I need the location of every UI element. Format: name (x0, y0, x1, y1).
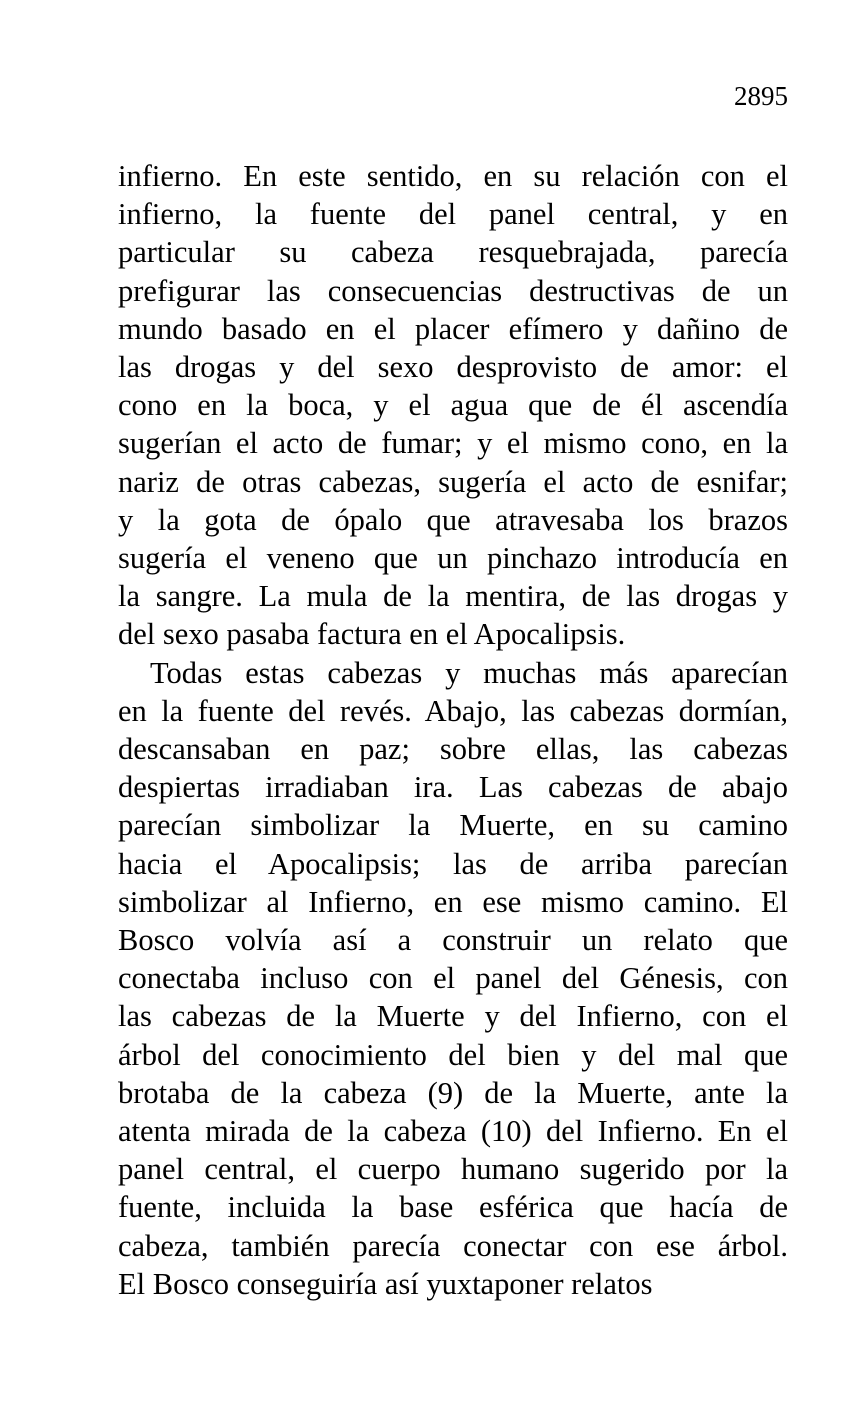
text-line: nariz de otras cabezas, sugería el acto de esnifar; (118, 464, 788, 499)
text-line: particular su cabeza resquebrajada, parecía (118, 235, 788, 270)
text-line: infierno. En este sentido, en su relación con el (118, 159, 788, 193)
text-line: hacia el Apocalipsis; las de arriba parecían (118, 846, 788, 881)
text-line: las drogas y del sexo desprovisto de amor: el (118, 350, 788, 385)
text-line: sugerían el acto de fumar; y el mismo cono, en la (118, 426, 788, 461)
text-line: mundo basado en el placer efímero y dañino de (118, 311, 788, 346)
text-line: prefigurar las consecuencias destructivas de un (118, 273, 788, 308)
text-line: conectaba incluso con el panel del Génesis, con (118, 961, 788, 996)
text-line: Bosco volvía así a construir un relato que (118, 923, 788, 958)
page-number: 2895 (734, 81, 788, 111)
text-line: fuente, incluida la base esférica que hacía de (118, 1190, 788, 1225)
body-text (118, 157, 788, 1303)
text-line: Todas estas cabezas y muchas más aparecían (150, 655, 788, 690)
text-line: en la fuente del revés. Abajo, las cabezas dormían, (118, 693, 788, 728)
text-line: cono en la boca, y el agua que de él ascendía (118, 388, 788, 423)
text-line: árbol del conocimiento del bien y del mal que (118, 1037, 788, 1072)
text-line: brotaba de la cabeza (9) de la Muerte, ante la (118, 1075, 788, 1110)
text-line: atenta mirada de la cabeza (10) del Infierno. En el (118, 1114, 788, 1149)
text-line: simbolizar al Infierno, en ese mismo camino. El (118, 884, 788, 919)
text-line: cabeza, también parecía conectar con ese árbol. (118, 1228, 788, 1263)
text-line: despiertas irradiaban ira. Las cabezas de abajo (118, 770, 788, 805)
text-line: panel central, el cuerpo humano sugerido por la (118, 1152, 788, 1187)
text-line: del sexo pasaba factura en el Apocalipsis. (118, 617, 626, 652)
text-line: las cabezas de la Muerte y del Infierno, con el (118, 999, 788, 1034)
text-line: sugería el veneno que un pinchazo introducía en (118, 541, 788, 576)
text-line: descansaban en paz; sobre ellas, las cabezas (118, 732, 788, 767)
paragraph-2 (118, 654, 788, 1303)
text-line: El Bosco conseguiría así yuxtaponer relatos (118, 1266, 653, 1301)
text-line: y la gota de ópalo que atravesaba los brazos (118, 502, 788, 537)
paragraph-1 (118, 157, 788, 654)
text-line: infierno, la fuente del panel central, y en (118, 197, 788, 232)
text-line: la sangre. La mula de la mentira, de las drogas y (118, 579, 788, 614)
text-line: parecían simbolizar la Muerte, en su camino (118, 808, 788, 843)
